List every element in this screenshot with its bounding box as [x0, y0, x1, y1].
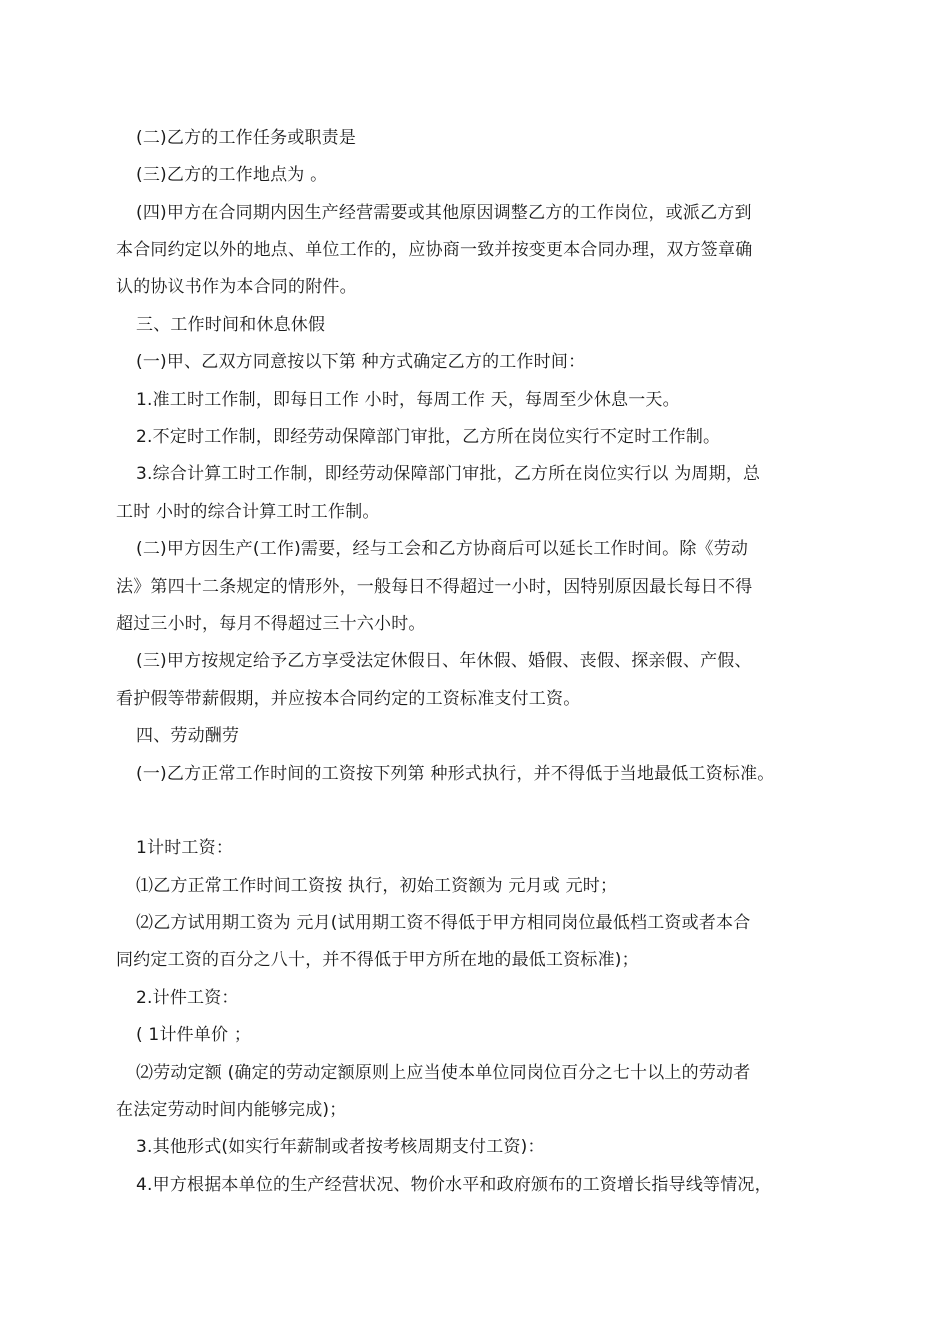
paragraph-line: 2.不定时工作制，即经劳动保障部门审批，乙方所在岗位实行不定时工作制。: [136, 427, 721, 447]
paragraph-line: (三)乙方的工作地点为 。: [136, 165, 328, 185]
paragraph-line: 认的协议书作为本合同的附件。: [116, 277, 357, 297]
paragraph-line: 看护假等带薪假期，并应按本合同约定的工资标准支付工资。: [116, 689, 581, 709]
paragraph-line: 工时 小时的综合计算工时工作制。: [116, 502, 380, 522]
paragraph-line: ( 1计件单价 ；: [136, 1025, 252, 1045]
paragraph-line: 本合同约定以外的地点、单位工作的，应协商一致并按变更本合同办理，双方签章确: [116, 240, 753, 260]
paragraph-line: 超过三小时，每月不得超过三十六小时。: [116, 614, 426, 634]
paragraph-line: (二)乙方的工作任务或职责是: [136, 128, 357, 148]
section-heading: 四、劳动酬劳: [136, 726, 240, 746]
paragraph-line: 4.甲方根据本单位的生产经营状况、物价水平和政府颁布的工资增长指导线等情况，: [136, 1175, 772, 1195]
paragraph-line: 3.其他形式(如实行年薪制或者按考核周期支付工资)：: [136, 1137, 545, 1157]
paragraph-line: ⑵乙方试用期工资为 元月(试用期工资不得低于甲方相同岗位最低档工资或者本合: [136, 913, 751, 933]
section-heading: 三、工作时间和休息休假: [136, 315, 326, 335]
paragraph-line: (一)甲、乙双方同意按以下第 种方式确定乙方的工作时间：: [136, 352, 586, 372]
paragraph-line: 1.准工时工作制，即每日工作 小时，每周工作 天，每周至少休息一天。: [136, 390, 680, 410]
paragraph-line: 在法定劳动时间内能够完成)；: [116, 1100, 347, 1120]
paragraph-line: 法》第四十二条规定的情形外，一般每日不得超过一小时，因特别原因最长每日不得: [116, 577, 753, 597]
paragraph-line: 3.综合计算工时工作制，即经劳动保障部门审批，乙方所在岗位实行以 为周期，总: [136, 464, 761, 484]
paragraph-line: ⑴乙方正常工作时间工资按 执行，初始工资额为 元月或 元时；: [136, 876, 618, 896]
paragraph-line: 2.计件工资：: [136, 988, 239, 1008]
paragraph-line: ⑵劳动定额 (确定的劳动定额原则上应当使本单位同岗位百分之七十以上的劳动者: [136, 1063, 751, 1083]
paragraph-line: 同约定工资的百分之八十，并不得低于甲方所在地的最低工资标准)；: [116, 950, 639, 970]
paragraph-line: (一)乙方正常工作时间的工资按下列第 种形式执行，并不得低于当地最低工资标准。: [136, 764, 775, 784]
paragraph-line: 1计时工资：: [136, 838, 234, 858]
paragraph-line: (三)甲方按规定给予乙方享受法定休假日、年休假、婚假、丧假、探亲假、产假、: [136, 651, 752, 671]
paragraph-line: (四)甲方在合同期内因生产经营需要或其他原因调整乙方的工作岗位，或派乙方到: [136, 203, 752, 223]
paragraph-line: (二)甲方因生产(工作)需要，经与工会和乙方协商后可以延长工作时间。除《劳动: [136, 539, 749, 559]
